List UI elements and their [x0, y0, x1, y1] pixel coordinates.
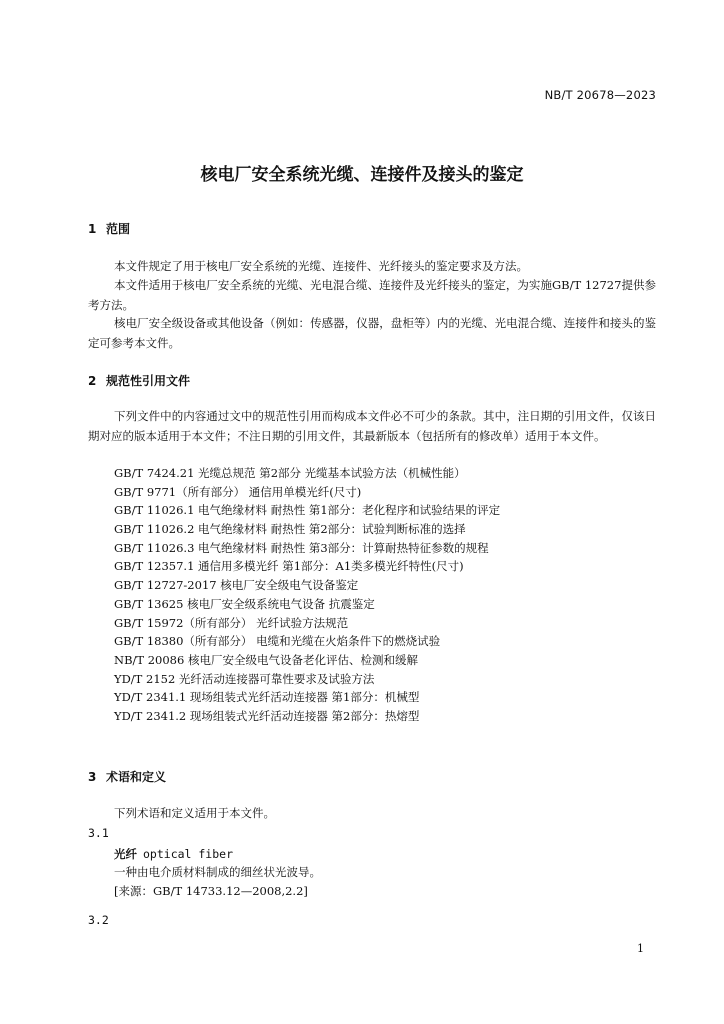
section-title: 术语和定义 — [106, 770, 167, 784]
section-3-heading — [88, 768, 166, 785]
section-title: 范围 — [106, 222, 131, 236]
normative-reference-list — [114, 464, 500, 726]
reference-item: GB/T 11026.2 电气绝缘材料 耐热性 第2部分：试验判断标准的选择 — [114, 522, 466, 537]
reference-item: GB/T 13625 核电厂安全级系统电气设备 抗震鉴定 — [114, 596, 375, 611]
term-source: [来源：GB/T 14733.12—2008,2.2] — [114, 884, 308, 898]
section-title: 规范性引用文件 — [106, 374, 191, 388]
reference-item: YD/T 2341.1 现场组装式光纤活动连接器 第1部分：机械型 — [114, 690, 420, 705]
page-number: 1 — [637, 942, 644, 955]
reference-item: YD/T 2341.2 现场组装式光纤活动连接器 第2部分：热熔型 — [114, 708, 420, 723]
section-number: 3 — [88, 770, 97, 784]
reference-item: YD/T 2152 光纤活动连接器可靠性要求及试验方法 — [114, 671, 375, 686]
section-1-paragraph-3: 核电厂安全级设备或其他设备（例如：传感器，仪器，盘柜等）内的光缆、光电混合缆、连接件和接头的鉴定可参考本文件。 — [88, 316, 656, 350]
section-2-heading — [88, 372, 190, 389]
section-1-paragraph-2: 本文件适用于核电厂安全系统的光缆、光电混合缆、连接件及光纤接头的鉴定，为实施GB/T 12727提供参考方法。 — [88, 278, 656, 312]
section-number: 1 — [88, 222, 97, 236]
document-title: 核电厂安全系统光缆、连接件及接头的鉴定 — [200, 165, 524, 185]
reference-item: GB/T 12357.1 通信用多模光纤 第1部分：A1类多模光纤特性(尺寸) — [114, 559, 464, 574]
section-1-paragraph-1: 本文件规定了用于核电厂安全系统的光缆、连接件、光纤接头的鉴定要求及方法。 — [114, 259, 528, 273]
term-heading — [114, 846, 233, 862]
section-1-heading — [88, 220, 130, 237]
section-number: 2 — [88, 374, 97, 388]
reference-item: NB/T 20086 核电厂安全级电气设备老化评估、检测和缓解 — [114, 652, 418, 667]
term-number: 3.1 — [88, 826, 109, 840]
reference-item: GB/T 11026.1 电气绝缘材料 耐热性 第1部分：老化程序和试验结果的评定 — [114, 503, 501, 518]
term-chinese: 光纤 — [114, 847, 137, 861]
reference-item: GB/T 11026.3 电气绝缘材料 耐热性 第3部分：计算耐热特征参数的规程 — [114, 540, 489, 555]
term-english: optical fiber — [143, 847, 234, 861]
term-definition: 一种由电介质材料制成的细丝状光波导。 — [114, 865, 321, 879]
reference-item: GB/T 7424.21 光缆总规范 第2部分 光缆基本试验方法（机械性能） — [114, 466, 466, 480]
reference-item: GB/T 15972（所有部分） 光纤试验方法规范 — [114, 615, 349, 630]
term-number: 3.2 — [88, 913, 109, 927]
standard-code: NB/T 20678—2023 — [544, 88, 656, 102]
section-2-intro: 下列文件中的内容通过文中的规范性引用而构成本文件必不可少的条款。其中，注日期的引用文件，仅该日期对应的版本适用于本文件；不注日期的引用文件，其最新版本（包括所有的修改单）适用于本文件。 — [88, 409, 656, 443]
reference-item: GB/T 12727-2017 核电厂安全级电气设备鉴定 — [114, 578, 359, 593]
reference-item: GB/T 9771（所有部分） 通信用单模光纤(尺寸) — [114, 484, 362, 499]
reference-item: GB/T 18380（所有部分） 电缆和光缆在火焰条件下的燃烧试验 — [114, 634, 441, 649]
section-3-intro: 下列术语和定义适用于本文件。 — [114, 806, 275, 820]
